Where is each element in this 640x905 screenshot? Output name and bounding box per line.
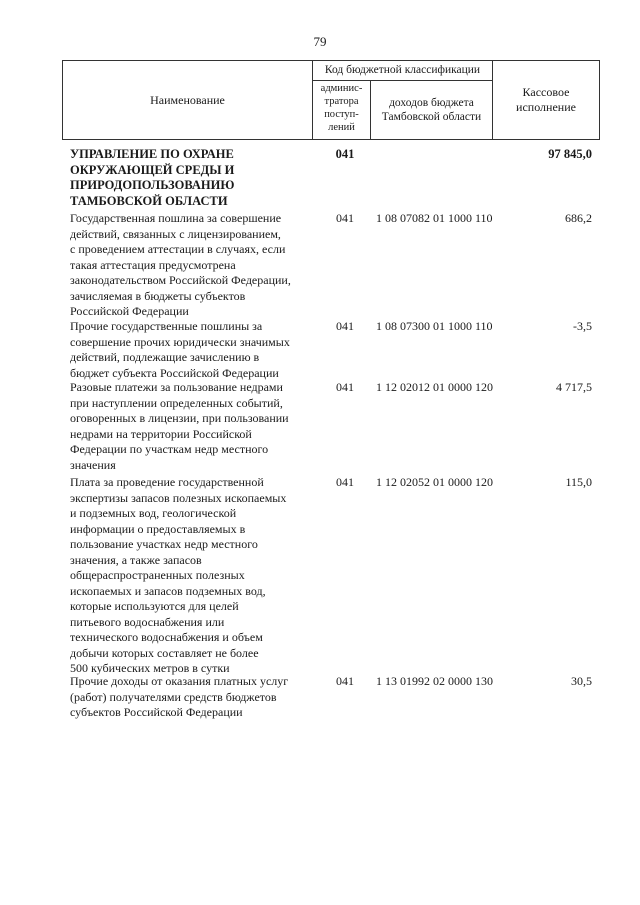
row-income-code: 1 12 02052 01 0000 120 bbox=[376, 475, 493, 489]
row-name-line: зачисляемая в бюджеты субъектов bbox=[70, 288, 246, 303]
row-income-code: 1 13 01992 02 0000 130 bbox=[376, 674, 493, 688]
row-name bbox=[70, 319, 318, 381]
header-admin-line: лений bbox=[328, 122, 355, 133]
row-amount: -3,5 bbox=[573, 319, 592, 333]
row-name-line: Российской Федерации bbox=[70, 304, 189, 318]
row-amount: 4 717,5 bbox=[556, 380, 592, 394]
row-name-line: значения bbox=[70, 457, 116, 472]
row-admin-code: 041 bbox=[336, 475, 354, 489]
header-admin-line: поступ- bbox=[324, 109, 359, 120]
row-name-line: ПРИРОДОПОЛЬЗОВАНИЮ bbox=[70, 178, 235, 192]
row-admin-code: 041 bbox=[336, 380, 354, 394]
page-number: 79 bbox=[313, 34, 327, 49]
row-name-line: Плата за проведение государственной bbox=[70, 475, 264, 489]
row-name-line: при наступлении определенных событий, bbox=[70, 395, 283, 410]
table-header bbox=[62, 60, 600, 140]
row-name-line: ОКРУЖАЮЩЕЙ СРЕДЫ И bbox=[70, 162, 235, 177]
row-name bbox=[70, 211, 318, 320]
row-admin-code: 041 bbox=[336, 674, 354, 688]
row-income-code: 1 12 02012 01 0000 120 bbox=[376, 380, 493, 394]
row-name-line: питьевого водоснабжения или bbox=[70, 614, 225, 629]
row-name-line: информации о предоставляемых в bbox=[70, 521, 246, 536]
header-admin bbox=[313, 80, 371, 139]
row-name-line: и подземных вод, геологической bbox=[70, 506, 237, 520]
row-name-line: добычи которых составляет не более bbox=[70, 645, 259, 660]
row-name-line: действий, подлежащие зачислению в bbox=[70, 350, 260, 364]
header-income bbox=[371, 80, 492, 139]
row-name-line: значения, а также запасов bbox=[70, 552, 202, 567]
header-income-line: Тамбовской области bbox=[381, 110, 482, 123]
row-name-line: с проведением аттестации в случаях, если bbox=[70, 242, 286, 256]
row-name-line: УПРАВЛЕНИЕ ПО ОХРАНЕ bbox=[70, 147, 234, 161]
row-name-line: технического водоснабжения и объем bbox=[70, 630, 263, 644]
row-name-line: действий, связанных с лицензированием, bbox=[70, 226, 281, 241]
row-name-line: Прочие государственные пошлины за bbox=[70, 319, 263, 333]
row-name-line: совершение прочих юридически значимых bbox=[70, 334, 290, 349]
row-name-line: Прочие доходы от оказания платных услуг bbox=[70, 674, 289, 688]
row-name-line: законодательством Российской Федерации, bbox=[70, 273, 291, 287]
row-income-code: 1 08 07300 01 1000 110 bbox=[376, 319, 493, 333]
row-amount: 30,5 bbox=[571, 674, 592, 688]
header-cash bbox=[493, 61, 599, 139]
row-name-line: Федерации по участкам недр местного bbox=[70, 442, 269, 456]
row-name-line: ископаемых и запасов подземных вод, bbox=[70, 583, 266, 598]
header-cash-line: Кассовое bbox=[522, 85, 570, 99]
row-name bbox=[70, 475, 318, 677]
row-name bbox=[70, 674, 318, 721]
header-code-group bbox=[313, 61, 493, 139]
row-name-line: субъектов Российской Федерации bbox=[70, 705, 243, 719]
row-name-line: (работ) получателями средств бюджетов bbox=[70, 689, 277, 704]
row-name-line: Государственная пошлина за совершение bbox=[70, 211, 282, 225]
row-income-code: 1 08 07082 01 1000 110 bbox=[376, 211, 493, 225]
row-name-line: бюджет субъекта Российской Федерации bbox=[70, 365, 279, 380]
row-name bbox=[70, 380, 318, 473]
row-name-line: экспертизы запасов полезных ископаемых bbox=[70, 490, 287, 505]
row-amount: 686,2 bbox=[565, 211, 592, 225]
row-name-line: Разовые платежи за пользование недрами bbox=[70, 380, 283, 394]
row-admin-code: 041 bbox=[335, 147, 355, 161]
row-admin-code: 041 bbox=[336, 319, 354, 333]
header-admin-line: тратора bbox=[324, 96, 359, 107]
row-name-line: которые используются для целей bbox=[70, 599, 239, 613]
row-name-line: ТАМБОВСКОЙ ОБЛАСТИ bbox=[70, 193, 228, 208]
row-name-line: пользование участках недр местного bbox=[70, 537, 258, 551]
header-code-title: Код бюджетной классификации bbox=[313, 61, 492, 81]
row-amount: 115,0 bbox=[565, 475, 592, 489]
row-admin-code: 041 bbox=[336, 211, 354, 225]
row-name-line: такая аттестация предусмотрена bbox=[70, 257, 236, 272]
header-income-line: доходов бюджета bbox=[389, 96, 474, 109]
row-amount: 97 845,0 bbox=[548, 147, 592, 161]
row-name-line: общераспространенных полезных bbox=[70, 568, 245, 582]
header-cash-line: исполнение bbox=[516, 100, 576, 114]
row-name-line: 500 кубических метров в сутки bbox=[70, 661, 230, 675]
header-admin-line: админис- bbox=[320, 83, 363, 94]
row-name-line: недрами на территории Российской bbox=[70, 426, 252, 441]
row-name bbox=[70, 147, 318, 209]
row-name-line: оговоренных в лицензии, при пользовании bbox=[70, 411, 289, 425]
header-name: Наименование bbox=[63, 61, 313, 139]
